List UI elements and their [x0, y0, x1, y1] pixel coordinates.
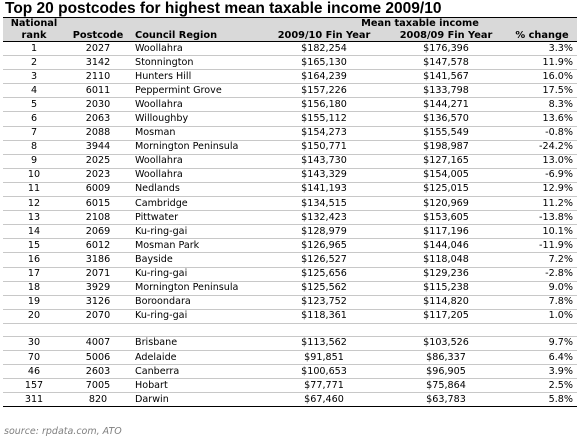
council-region-cell: Ku-ring-gai — [131, 225, 263, 239]
rank-cell: 20 — [3, 309, 65, 323]
income-2009-10-cell: $165,130 — [263, 56, 385, 70]
income-2008-09-cell: $86,337 — [385, 350, 507, 364]
income-2008-09-cell: $176,396 — [385, 42, 507, 56]
income-2009-10-cell: $143,730 — [263, 154, 385, 168]
postcode-cell: 2069 — [65, 225, 131, 239]
percent-change-cell: 12.9% — [507, 182, 577, 196]
header-rank-line2: rank — [3, 30, 65, 42]
table-row — [3, 239, 577, 253]
percent-change-cell: 13.6% — [507, 112, 577, 126]
percent-change-cell: 7.2% — [507, 253, 577, 267]
income-2008-09-cell: $63,783 — [385, 393, 507, 407]
income-2009-10-cell: $67,460 — [263, 393, 385, 407]
council-region-cell: Peppermint Grove — [131, 84, 263, 98]
percent-change-cell: 8.3% — [507, 98, 577, 112]
income-2009-10-cell: $125,656 — [263, 267, 385, 281]
income-table — [3, 17, 577, 407]
rank-cell: 5 — [3, 98, 65, 112]
postcode-cell: 2063 — [65, 112, 131, 126]
income-2008-09-cell: $198,987 — [385, 140, 507, 154]
income-2009-10-cell: $113,562 — [263, 336, 385, 350]
council-region-cell: Canberra — [131, 365, 263, 379]
income-2008-09-cell: $96,905 — [385, 365, 507, 379]
council-region-cell: Woollahra — [131, 98, 263, 112]
income-2008-09-cell: $75,864 — [385, 379, 507, 393]
council-region-cell: Darwin — [131, 393, 263, 407]
rank-cell: 30 — [3, 336, 65, 350]
income-2008-09-cell: $144,271 — [385, 98, 507, 112]
table-row — [3, 350, 577, 364]
percent-change-cell: 16.0% — [507, 70, 577, 84]
postcode-cell: 5006 — [65, 350, 131, 364]
income-2009-10-cell: $143,329 — [263, 168, 385, 182]
spacer-section — [3, 323, 577, 336]
income-2009-10-cell: $100,653 — [263, 365, 385, 379]
income-2009-10-cell: $126,527 — [263, 253, 385, 267]
council-region-cell: Mosman — [131, 126, 263, 140]
council-region-cell: Nedlands — [131, 182, 263, 196]
income-2008-09-cell: $118,048 — [385, 253, 507, 267]
table-row — [3, 336, 577, 350]
table-row — [3, 112, 577, 126]
rank-cell: 3 — [3, 70, 65, 84]
rank-cell: 14 — [3, 225, 65, 239]
top20-section — [3, 42, 577, 324]
table-row — [3, 42, 577, 56]
percent-change-cell: -6.9% — [507, 168, 577, 182]
postcode-cell: 4007 — [65, 336, 131, 350]
income-2009-10-cell: $77,771 — [263, 379, 385, 393]
income-2009-10-cell: $154,273 — [263, 126, 385, 140]
percent-change-cell: -11.9% — [507, 239, 577, 253]
postcode-cell: 6009 — [65, 182, 131, 196]
income-2008-09-cell: $144,046 — [385, 239, 507, 253]
header-percent-change: % change — [507, 30, 577, 42]
postcode-cell: 2088 — [65, 126, 131, 140]
rank-cell: 46 — [3, 365, 65, 379]
income-2008-09-cell: $125,015 — [385, 182, 507, 196]
table-row — [3, 379, 577, 393]
income-2008-09-cell: $115,238 — [385, 281, 507, 295]
postcode-cell: 2110 — [65, 70, 131, 84]
income-2008-09-cell: $153,605 — [385, 211, 507, 225]
table-row — [3, 225, 577, 239]
income-2009-10-cell: $182,254 — [263, 42, 385, 56]
header-group-mean-income: Mean taxable income — [263, 18, 577, 30]
table-row — [3, 182, 577, 196]
rank-cell: 7 — [3, 126, 65, 140]
percent-change-cell: 5.8% — [507, 393, 577, 407]
percent-change-cell: 17.5% — [507, 84, 577, 98]
income-2008-09-cell: $133,798 — [385, 84, 507, 98]
header-row-1 — [3, 18, 577, 30]
income-2009-10-cell: $157,226 — [263, 84, 385, 98]
table-row — [3, 140, 577, 154]
header-fy-2009-10: 2009/10 Fin Year — [263, 30, 385, 42]
spacer-row — [3, 323, 577, 336]
header-row-2 — [3, 30, 577, 42]
postcode-cell: 2071 — [65, 267, 131, 281]
table-row — [3, 281, 577, 295]
income-2009-10-cell: $155,112 — [263, 112, 385, 126]
postcode-cell: 6015 — [65, 197, 131, 211]
header-council-region: Council Region — [131, 30, 263, 42]
council-region-cell: Boroondara — [131, 295, 263, 309]
percent-change-cell: -2.8% — [507, 267, 577, 281]
rank-cell: 9 — [3, 154, 65, 168]
income-2008-09-cell: $114,820 — [385, 295, 507, 309]
income-2009-10-cell: $141,193 — [263, 182, 385, 196]
percent-change-cell: -13.8% — [507, 211, 577, 225]
income-2009-10-cell: $128,979 — [263, 225, 385, 239]
postcode-cell: 7005 — [65, 379, 131, 393]
council-region-cell: Willoughby — [131, 112, 263, 126]
rank-cell: 6 — [3, 112, 65, 126]
table-row — [3, 197, 577, 211]
percent-change-cell: 11.9% — [507, 56, 577, 70]
rank-cell: 311 — [3, 393, 65, 407]
header-fy-2008-09: 2008/09 Fin Year — [385, 30, 507, 42]
postcode-cell: 3126 — [65, 295, 131, 309]
income-2009-10-cell: $91,851 — [263, 350, 385, 364]
rank-cell: 10 — [3, 168, 65, 182]
postcode-cell: 2025 — [65, 154, 131, 168]
council-region-cell: Adelaide — [131, 350, 263, 364]
header-rank-line1: National — [3, 18, 65, 30]
table-row — [3, 70, 577, 84]
council-region-cell: Woollahra — [131, 42, 263, 56]
income-2009-10-cell: $125,562 — [263, 281, 385, 295]
table-row — [3, 56, 577, 70]
income-2008-09-cell: $141,567 — [385, 70, 507, 84]
source-note: source: rpdata.com, ATO — [4, 426, 122, 437]
council-region-cell: Hunters Hill — [131, 70, 263, 84]
rank-cell: 17 — [3, 267, 65, 281]
postcode-cell: 2603 — [65, 365, 131, 379]
rank-cell: 8 — [3, 140, 65, 154]
council-region-cell: Cambridge — [131, 197, 263, 211]
income-2009-10-cell: $118,361 — [263, 309, 385, 323]
income-2008-09-cell: $117,205 — [385, 309, 507, 323]
rank-cell: 16 — [3, 253, 65, 267]
rank-cell: 70 — [3, 350, 65, 364]
rank-cell: 13 — [3, 211, 65, 225]
council-region-cell: Stonnington — [131, 56, 263, 70]
postcode-cell: 3186 — [65, 253, 131, 267]
postcode-cell: 2070 — [65, 309, 131, 323]
postcode-cell: 2023 — [65, 168, 131, 182]
income-2009-10-cell: $132,423 — [263, 211, 385, 225]
table-row — [3, 84, 577, 98]
table-row — [3, 253, 577, 267]
rank-cell: 12 — [3, 197, 65, 211]
rank-cell: 11 — [3, 182, 65, 196]
postcode-cell: 2027 — [65, 42, 131, 56]
council-region-cell: Woollahra — [131, 168, 263, 182]
income-2009-10-cell: $123,752 — [263, 295, 385, 309]
income-2009-10-cell: $156,180 — [263, 98, 385, 112]
page-title: Top 20 postcodes for highest mean taxable income 2009/10 — [5, 0, 442, 17]
income-2009-10-cell: $164,239 — [263, 70, 385, 84]
postcode-cell: 3929 — [65, 281, 131, 295]
table-row — [3, 309, 577, 323]
header-postcode: Postcode — [65, 30, 131, 42]
postcode-cell: 820 — [65, 393, 131, 407]
percent-change-cell: 7.8% — [507, 295, 577, 309]
council-region-cell: Mornington Peninsula — [131, 140, 263, 154]
rank-cell: 1 — [3, 42, 65, 56]
postcode-cell: 2030 — [65, 98, 131, 112]
table-row — [3, 168, 577, 182]
rank-cell: 18 — [3, 281, 65, 295]
table-row — [3, 126, 577, 140]
income-2008-09-cell: $147,578 — [385, 56, 507, 70]
percent-change-cell: 1.0% — [507, 309, 577, 323]
income-2008-09-cell: $136,570 — [385, 112, 507, 126]
council-region-cell: Brisbane — [131, 336, 263, 350]
table-row — [3, 267, 577, 281]
postcode-cell: 2108 — [65, 211, 131, 225]
capital-cities-section — [3, 336, 577, 406]
percent-change-cell: 3.3% — [507, 42, 577, 56]
rank-cell: 19 — [3, 295, 65, 309]
income-2008-09-cell: $155,549 — [385, 126, 507, 140]
income-2008-09-cell: $129,236 — [385, 267, 507, 281]
income-2008-09-cell: $117,196 — [385, 225, 507, 239]
percent-change-cell: 10.1% — [507, 225, 577, 239]
rank-cell: 15 — [3, 239, 65, 253]
table-row — [3, 295, 577, 309]
percent-change-cell: 11.2% — [507, 197, 577, 211]
percent-change-cell: 6.4% — [507, 350, 577, 364]
council-region-cell: Mornington Peninsula — [131, 281, 263, 295]
council-region-cell: Woollahra — [131, 154, 263, 168]
percent-change-cell: -24.2% — [507, 140, 577, 154]
income-2008-09-cell: $154,005 — [385, 168, 507, 182]
council-region-cell: Hobart — [131, 379, 263, 393]
postcode-cell: 6011 — [65, 84, 131, 98]
table-row — [3, 98, 577, 112]
table-row — [3, 365, 577, 379]
income-2009-10-cell: $150,771 — [263, 140, 385, 154]
postcode-cell: 3944 — [65, 140, 131, 154]
percent-change-cell: 13.0% — [507, 154, 577, 168]
income-2009-10-cell: $126,965 — [263, 239, 385, 253]
postcode-cell: 6012 — [65, 239, 131, 253]
rank-cell: 2 — [3, 56, 65, 70]
percent-change-cell: -0.8% — [507, 126, 577, 140]
council-region-cell: Bayside — [131, 253, 263, 267]
council-region-cell: Pittwater — [131, 211, 263, 225]
percent-change-cell: 9.7% — [507, 336, 577, 350]
council-region-cell: Ku-ring-gai — [131, 267, 263, 281]
percent-change-cell: 3.9% — [507, 365, 577, 379]
council-region-cell: Mosman Park — [131, 239, 263, 253]
income-2008-09-cell: $103,526 — [385, 336, 507, 350]
income-2009-10-cell: $134,515 — [263, 197, 385, 211]
rank-cell: 157 — [3, 379, 65, 393]
income-2008-09-cell: $120,969 — [385, 197, 507, 211]
percent-change-cell: 2.5% — [507, 379, 577, 393]
council-region-cell: Ku-ring-gai — [131, 309, 263, 323]
income-2008-09-cell: $127,165 — [385, 154, 507, 168]
table-row — [3, 154, 577, 168]
percent-change-cell: 9.0% — [507, 281, 577, 295]
table-row — [3, 211, 577, 225]
rank-cell: 4 — [3, 84, 65, 98]
postcode-cell: 3142 — [65, 56, 131, 70]
table-row — [3, 393, 577, 407]
